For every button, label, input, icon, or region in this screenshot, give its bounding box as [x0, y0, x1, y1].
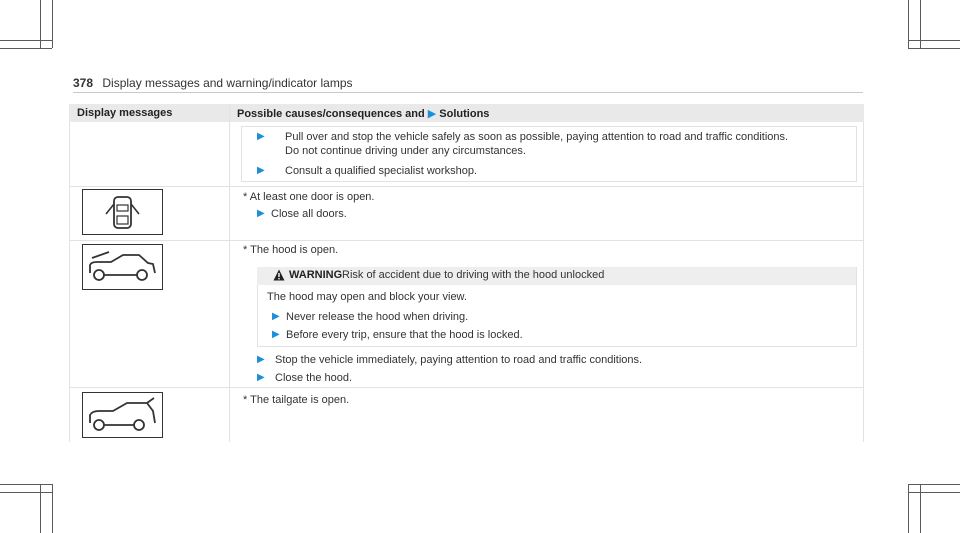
- crop-mark: [908, 40, 960, 41]
- arrow-right-icon: ▶: [257, 131, 265, 142]
- crop-mark: [0, 40, 52, 41]
- crop-mark: [52, 0, 53, 48]
- warning-header: [257, 267, 856, 285]
- page-number: 378: [73, 76, 94, 90]
- row-divider: [69, 186, 864, 187]
- door-open-icon: [82, 189, 163, 235]
- crop-mark: [52, 484, 53, 533]
- page-header: [73, 76, 353, 90]
- table-header: [69, 104, 864, 122]
- table-col-divider: [69, 122, 70, 442]
- arrow-right-icon: ▶: [257, 354, 265, 365]
- crop-mark: [0, 492, 52, 493]
- solution-step: Pull over and stop the vehicle safely as soon as possible, paying attention to road and traffic conditions.: [285, 131, 789, 143]
- crop-mark: [0, 48, 52, 49]
- solution-step-continued: Do not continue driving under any circumstances.: [285, 145, 526, 157]
- arrow-right-icon: ▶: [257, 165, 265, 176]
- warning-step: Before every trip, ensure that the hood is locked.: [286, 329, 523, 341]
- solution-step: Close all doors.: [271, 208, 347, 220]
- col-header-solutions-label: Solutions: [439, 108, 490, 120]
- crop-mark: [0, 484, 52, 485]
- arrow-right-icon: ▶: [257, 372, 265, 383]
- tailgate-open-icon: [82, 392, 163, 438]
- crop-mark: [908, 492, 960, 493]
- arrow-right-icon: ▶: [272, 329, 280, 340]
- col-header-causes-label: Possible causes/consequences and: [237, 108, 425, 120]
- col-header-display-messages: Display messages: [77, 107, 173, 119]
- cause-text: * At least one door is open.: [243, 191, 375, 203]
- col-header-causes: [237, 107, 489, 120]
- hood-open-icon: [82, 244, 163, 290]
- solution-step: Stop the vehicle immediately, paying attention to road and traffic conditions.: [275, 354, 643, 366]
- arrow-right-icon: ▶: [272, 311, 280, 322]
- row-divider: [69, 240, 864, 241]
- solution-step: Consult a qualified specialist workshop.: [285, 165, 477, 177]
- crop-mark: [908, 484, 960, 485]
- arrow-right-icon: ▶: [427, 108, 437, 120]
- table-col-divider: [863, 122, 864, 442]
- crop-mark: [908, 48, 960, 49]
- cause-text: * The tailgate is open.: [243, 394, 350, 406]
- arrow-right-icon: ▶: [257, 208, 265, 219]
- table-col-divider: [229, 104, 230, 442]
- warning-label: WARNING: [289, 269, 343, 281]
- page-title: Display messages and warning/indicator lamps: [102, 76, 353, 90]
- warning-step: Never release the hood when driving.: [286, 311, 469, 323]
- row-divider: [69, 387, 864, 388]
- header-divider: [73, 92, 863, 93]
- warning-triangle-icon: [273, 269, 285, 281]
- warning-title: Risk of accident due to driving with the hood unlocked: [342, 269, 605, 281]
- solution-step: Close the hood.: [275, 372, 353, 384]
- warning-text: The hood may open and block your view.: [267, 291, 467, 303]
- cause-text: * The hood is open.: [243, 244, 339, 256]
